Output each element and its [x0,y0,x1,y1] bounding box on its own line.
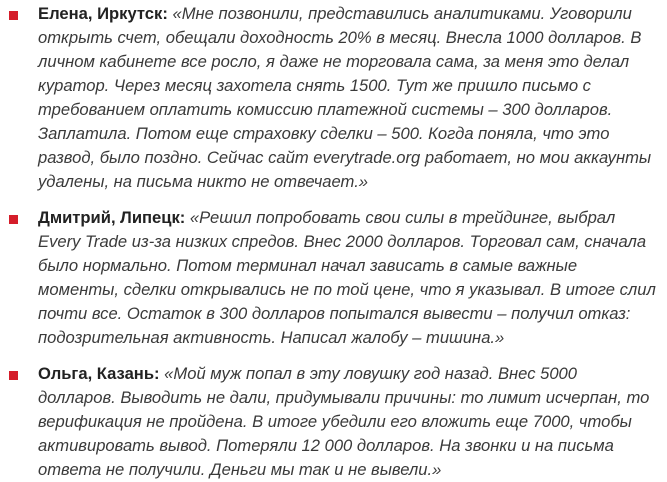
author-name: Дмитрий, Липецк: [38,208,190,227]
testimonial-text: «Решил попробовать свои силы в трейдинге, выбрал Every Trade из-за низких спредов. Внес 2000 долларов. Торговал сам, сначала было нормально. Потом терминал начал зависать в самые важные моменты, сделки открывались не по той цене, что я указывал. В итоге слил почти все. Остаток в 300 долларов попытался вывести – получил отказ: подозрительная активность. Написал жалобу – тишина.» [38,208,656,347]
testimonial-item [0,206,659,350]
author-name: Ольга, Казань: [38,364,165,383]
author-name: Елена, Иркутск: [38,4,173,23]
testimonial-text: «Мой муж попал в эту ловушку год назад. Внес 5000 долларов. Выводить не дали, придумывали причины: то лимит исчерпан, то верификация не пройдена. В итоге убедили его вложить еще 7000, чтобы активировать вывод. Потеряли 12 000 долларов. На звонки и на письма ответа не получили. Деньги мы так и не вывели.» [38,364,650,479]
bullet-square-icon [9,215,18,224]
testimonial-item [0,362,659,482]
bullet-square-icon [9,371,18,380]
testimonial-item [0,2,659,194]
bullet-square-icon [9,11,18,20]
testimonial-text: «Мне позвонили, представились аналитиками. Уговорили открыть счет, обещали доходность 20% в месяц. Внесла 1000 долларов. В личном кабинете все росло, я даже не торговала сама, за меня это делал куратор. Через месяц захотела снять 1500. Тут же пришло письмо с требованием оплатить комиссию платежной системы – 300 долларов. Заплатила. Потом еще страховку сделки – 500. Когда поняла, что это развод, было поздно. Сейчас сайт everytrade.org работает, но мои аккаунты удалены, на письма никто не отвечает.» [38,4,652,191]
